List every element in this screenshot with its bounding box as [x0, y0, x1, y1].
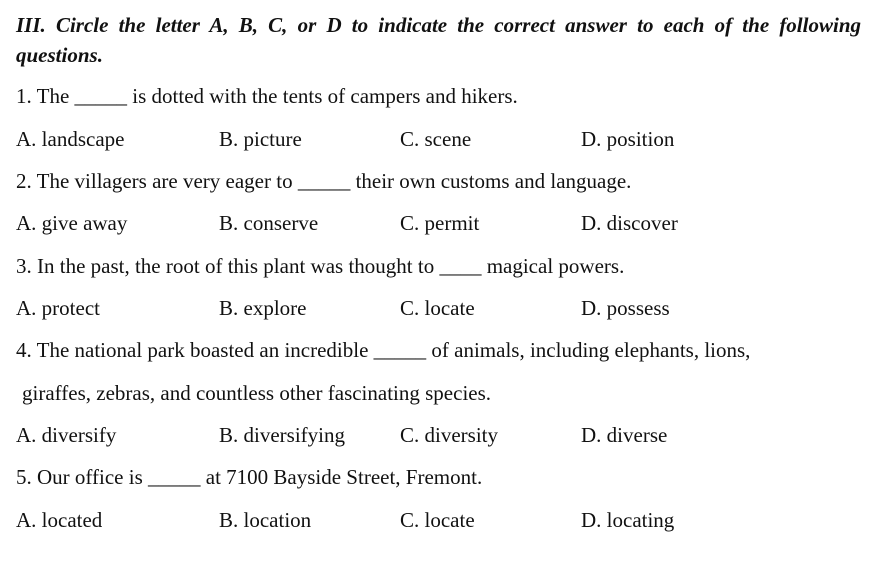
question-2-stem: 2. The villagers are very eager to _____ their own customs and language. [16, 169, 632, 193]
section-heading: III. Circle the letter A, B, C, or D to indicate the correct answer to each of the following questions. [16, 13, 861, 67]
question-2-option-d: D. discover [581, 211, 678, 235]
question-4-option-b: B. diversifying [219, 423, 345, 447]
question-2-option-b: B. conserve [219, 211, 319, 235]
question-4-option-d: D. diverse [581, 423, 668, 447]
question-2-option-c: C. permit [400, 211, 480, 235]
question-1-stem: 1. The _____ is dotted with the tents of campers and hikers. [16, 84, 518, 108]
question-5-option-a: A. located [16, 508, 103, 532]
question-5-option-d: D. locating [581, 508, 675, 532]
question-4-stem-continued: giraffes, zebras, and countless other fascinating species. [22, 381, 492, 405]
question-3-option-b: B. explore [219, 296, 307, 320]
question-3-option-c: C. locate [400, 296, 475, 320]
question-1-option-c: C. scene [400, 127, 472, 151]
question-1-option-d: D. position [581, 127, 675, 151]
question-3-option-d: D. possess [581, 296, 670, 320]
question-5-option-c: C. locate [400, 508, 475, 532]
question-3-stem: 3. In the past, the root of this plant was thought to ____ magical powers. [16, 254, 625, 278]
question-5-stem: 5. Our office is _____ at 7100 Bayside Street, Fremont. [16, 465, 483, 489]
question-4-option-a: A. diversify [16, 423, 117, 447]
question-4-option-c: C. diversity [400, 423, 498, 447]
question-1-option-b: B. picture [219, 127, 302, 151]
question-2-option-a: A. give away [16, 211, 128, 235]
question-4-stem: 4. The national park boasted an incredible _____ of animals, including elephants, lions, [16, 338, 751, 362]
question-3-option-a: A. protect [16, 296, 100, 320]
question-1-option-a: A. landscape [16, 127, 125, 151]
question-5-option-b: B. location [219, 508, 312, 532]
